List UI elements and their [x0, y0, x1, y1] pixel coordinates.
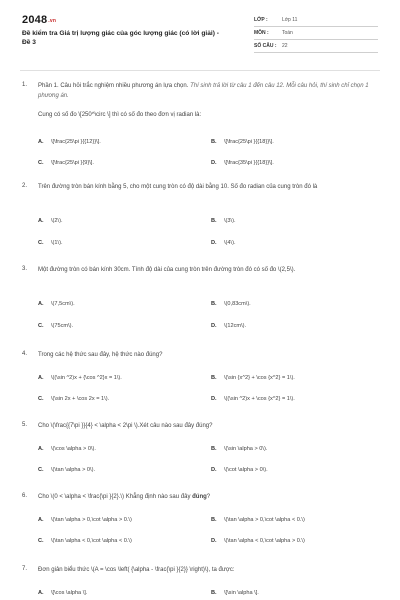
option-a[interactable] [38, 375, 122, 381]
option-d[interactable] [211, 160, 274, 166]
option-c[interactable] [38, 160, 94, 166]
option-text: \(3\). [224, 218, 236, 224]
document-header [22, 14, 378, 60]
option-b[interactable] [211, 301, 251, 307]
option-a[interactable] [38, 590, 87, 596]
logo-domain: .vn [48, 18, 57, 24]
option-text: \((\sin ^2)x + \cos {x^2} = 1\). [224, 396, 295, 402]
option-c[interactable] [38, 323, 73, 329]
option-text: \[\sin \alpha \]. [224, 590, 259, 596]
option-text: \(7,5cm\). [51, 301, 75, 307]
option-letter: B. [211, 218, 217, 224]
option-letter: B. [211, 301, 217, 307]
option-text: \(\tan \alpha > 0\). [51, 467, 95, 473]
meta-row-count [254, 40, 378, 53]
option-letter: A. [38, 517, 44, 523]
option-letter: C. [38, 160, 44, 166]
question-number: 5. [22, 422, 28, 428]
option-c[interactable] [38, 240, 63, 246]
option-text: \(\tan \alpha < 0,\cot \alpha > 0.\) [224, 538, 305, 544]
option-letter: C. [38, 323, 44, 329]
question-stem: Cung có số đo \[250^\circ \] thì có số đo theo đơn vị radian là: [38, 112, 202, 118]
option-a[interactable] [38, 446, 96, 452]
option-letter: C. [38, 240, 44, 246]
question-instructions [38, 82, 376, 101]
option-d[interactable] [211, 240, 236, 246]
option-text: \(75cm\). [51, 323, 74, 329]
option-letter: D. [211, 538, 217, 544]
option-a[interactable] [38, 301, 75, 307]
option-letter: D. [211, 240, 217, 246]
question-number: 7. [22, 566, 28, 572]
option-letter: D. [211, 396, 217, 402]
option-letter: A. [38, 301, 44, 307]
question-stem [38, 493, 376, 503]
meta-row-subject [254, 27, 378, 40]
option-text: \(\sin {x^2} + \cos {x^2} = 1\). [224, 375, 295, 381]
option-c[interactable] [38, 467, 95, 473]
option-text: \(\tan \alpha < 0,\cot \alpha < 0.\) [51, 538, 132, 544]
part-heading: Phần 1. Câu hỏi trắc nghiệm nhiều phương án lựa chọn. [38, 83, 189, 89]
option-letter: C. [38, 538, 44, 544]
option-text: \[\frac{25\pi }{{18}}\]. [224, 139, 274, 145]
option-text: \[\cos \alpha \]. [51, 590, 88, 596]
stem-emphasis: đúng [192, 494, 207, 500]
option-letter: B. [211, 139, 217, 145]
meta-value: Toán [282, 30, 293, 36]
option-text: \(\tan \alpha > 0,\cot \alpha > 0.\) [51, 517, 132, 523]
option-text: \(4\). [224, 240, 236, 246]
question-number: 2. [22, 183, 28, 189]
option-text: \[\frac{35\pi }{{18}}\]. [224, 160, 274, 166]
meta-row-class [254, 14, 378, 27]
option-text: \(\tan \alpha > 0,\cot \alpha < 0.\) [224, 517, 305, 523]
option-text: \(\cot \alpha > 0\). [224, 467, 268, 473]
option-letter: A. [38, 139, 44, 145]
option-text: \(\cos \alpha > 0\). [51, 446, 96, 452]
question-stem: Một đường tròn có bán kính 30cm. Tính độ dài của cung tròn trên đường tròn đó có số đo \(2,5\). [38, 267, 296, 273]
option-b[interactable] [211, 590, 259, 596]
question-stem: Cho \(\frac{{7\pi }}{4} < \alpha < 2\pi \).Xét câu nào sau đây đúng? [38, 423, 213, 429]
part-instruction: Thí sinh trả lời từ câu 1 đến câu 12. Mỗi câu hỏi, thí sinh chỉ chọn 1 phương án. [38, 83, 369, 99]
question-number: 3. [22, 266, 28, 272]
option-d[interactable] [211, 538, 305, 544]
option-c[interactable] [38, 538, 132, 544]
option-letter: B. [211, 446, 217, 452]
option-text: \(1\). [51, 240, 63, 246]
option-letter: C. [38, 396, 44, 402]
option-letter: D. [211, 467, 217, 473]
meta-key: SỐ CÂU : [254, 43, 277, 49]
option-b[interactable] [211, 375, 295, 381]
option-a[interactable] [38, 218, 63, 224]
question-number: 4. [22, 351, 28, 357]
option-text: \(12cm\). [224, 323, 247, 329]
logo-text: 2048 [22, 14, 48, 26]
option-text: \(\sin \alpha > 0\). [224, 446, 268, 452]
meta-value: 22 [282, 43, 288, 49]
question-stem: Đơn giản biểu thức \(A = \cos \left( {\alpha - \frac{\pi }{2}} \right)\), ta được: [38, 567, 235, 573]
option-b[interactable] [211, 446, 267, 452]
document-meta [254, 14, 378, 53]
option-text: \((\sin ^2)x + {\cos ^2}x = 1\). [51, 375, 122, 381]
option-text: \[\frac{25\pi }{{12}}\]. [51, 139, 101, 145]
option-text: \[\frac{25\pi }{9}\]. [51, 160, 94, 166]
question-stem: Trên đường tròn bán kính bằng 5, cho một cung tròn có độ dài bằng 10. Số đo radian của cung tròn đó là [38, 184, 318, 190]
option-d[interactable] [211, 396, 295, 402]
option-letter: D. [211, 323, 217, 329]
meta-value: Lớp 11 [282, 17, 298, 23]
option-letter: B. [211, 375, 217, 381]
option-c[interactable] [38, 396, 109, 402]
option-letter: B. [211, 590, 217, 596]
option-letter: A. [38, 590, 44, 596]
option-d[interactable] [211, 467, 268, 473]
option-letter: C. [38, 467, 44, 473]
question-number: 1. [22, 82, 28, 88]
option-text: \(2\). [51, 218, 63, 224]
option-letter: A. [38, 446, 44, 452]
option-d[interactable] [211, 323, 246, 329]
header-divider [20, 70, 380, 71]
option-b[interactable] [211, 218, 236, 224]
option-text: \(\sin 2x + \cos 2x = 1\). [51, 396, 110, 402]
document-title: Đề kiểm tra Giá trị lượng giác của góc lượng giác (có lời giải) - Đề 3 [22, 30, 219, 46]
meta-key: LỚP : [254, 17, 268, 23]
question-number: 6. [22, 493, 28, 499]
stem-text: Cho \(0 < \alpha < \frac{\pi }{2}.\) Khẳng định nào sau đây [38, 494, 193, 500]
option-b[interactable] [211, 517, 305, 523]
option-text: \(0,83cm\). [224, 301, 251, 307]
option-b[interactable] [211, 139, 274, 145]
option-a[interactable] [38, 517, 132, 523]
site-logo[interactable] [22, 14, 56, 26]
stem-text: ? [206, 494, 211, 500]
option-a[interactable] [38, 139, 101, 145]
question-stem: Trong các hệ thức sau đây, hệ thức nào đúng? [38, 352, 163, 358]
option-letter: B. [211, 517, 217, 523]
option-letter: D. [211, 160, 217, 166]
meta-key: MÔN : [254, 30, 269, 36]
option-letter: A. [38, 218, 44, 224]
option-letter: A. [38, 375, 44, 381]
